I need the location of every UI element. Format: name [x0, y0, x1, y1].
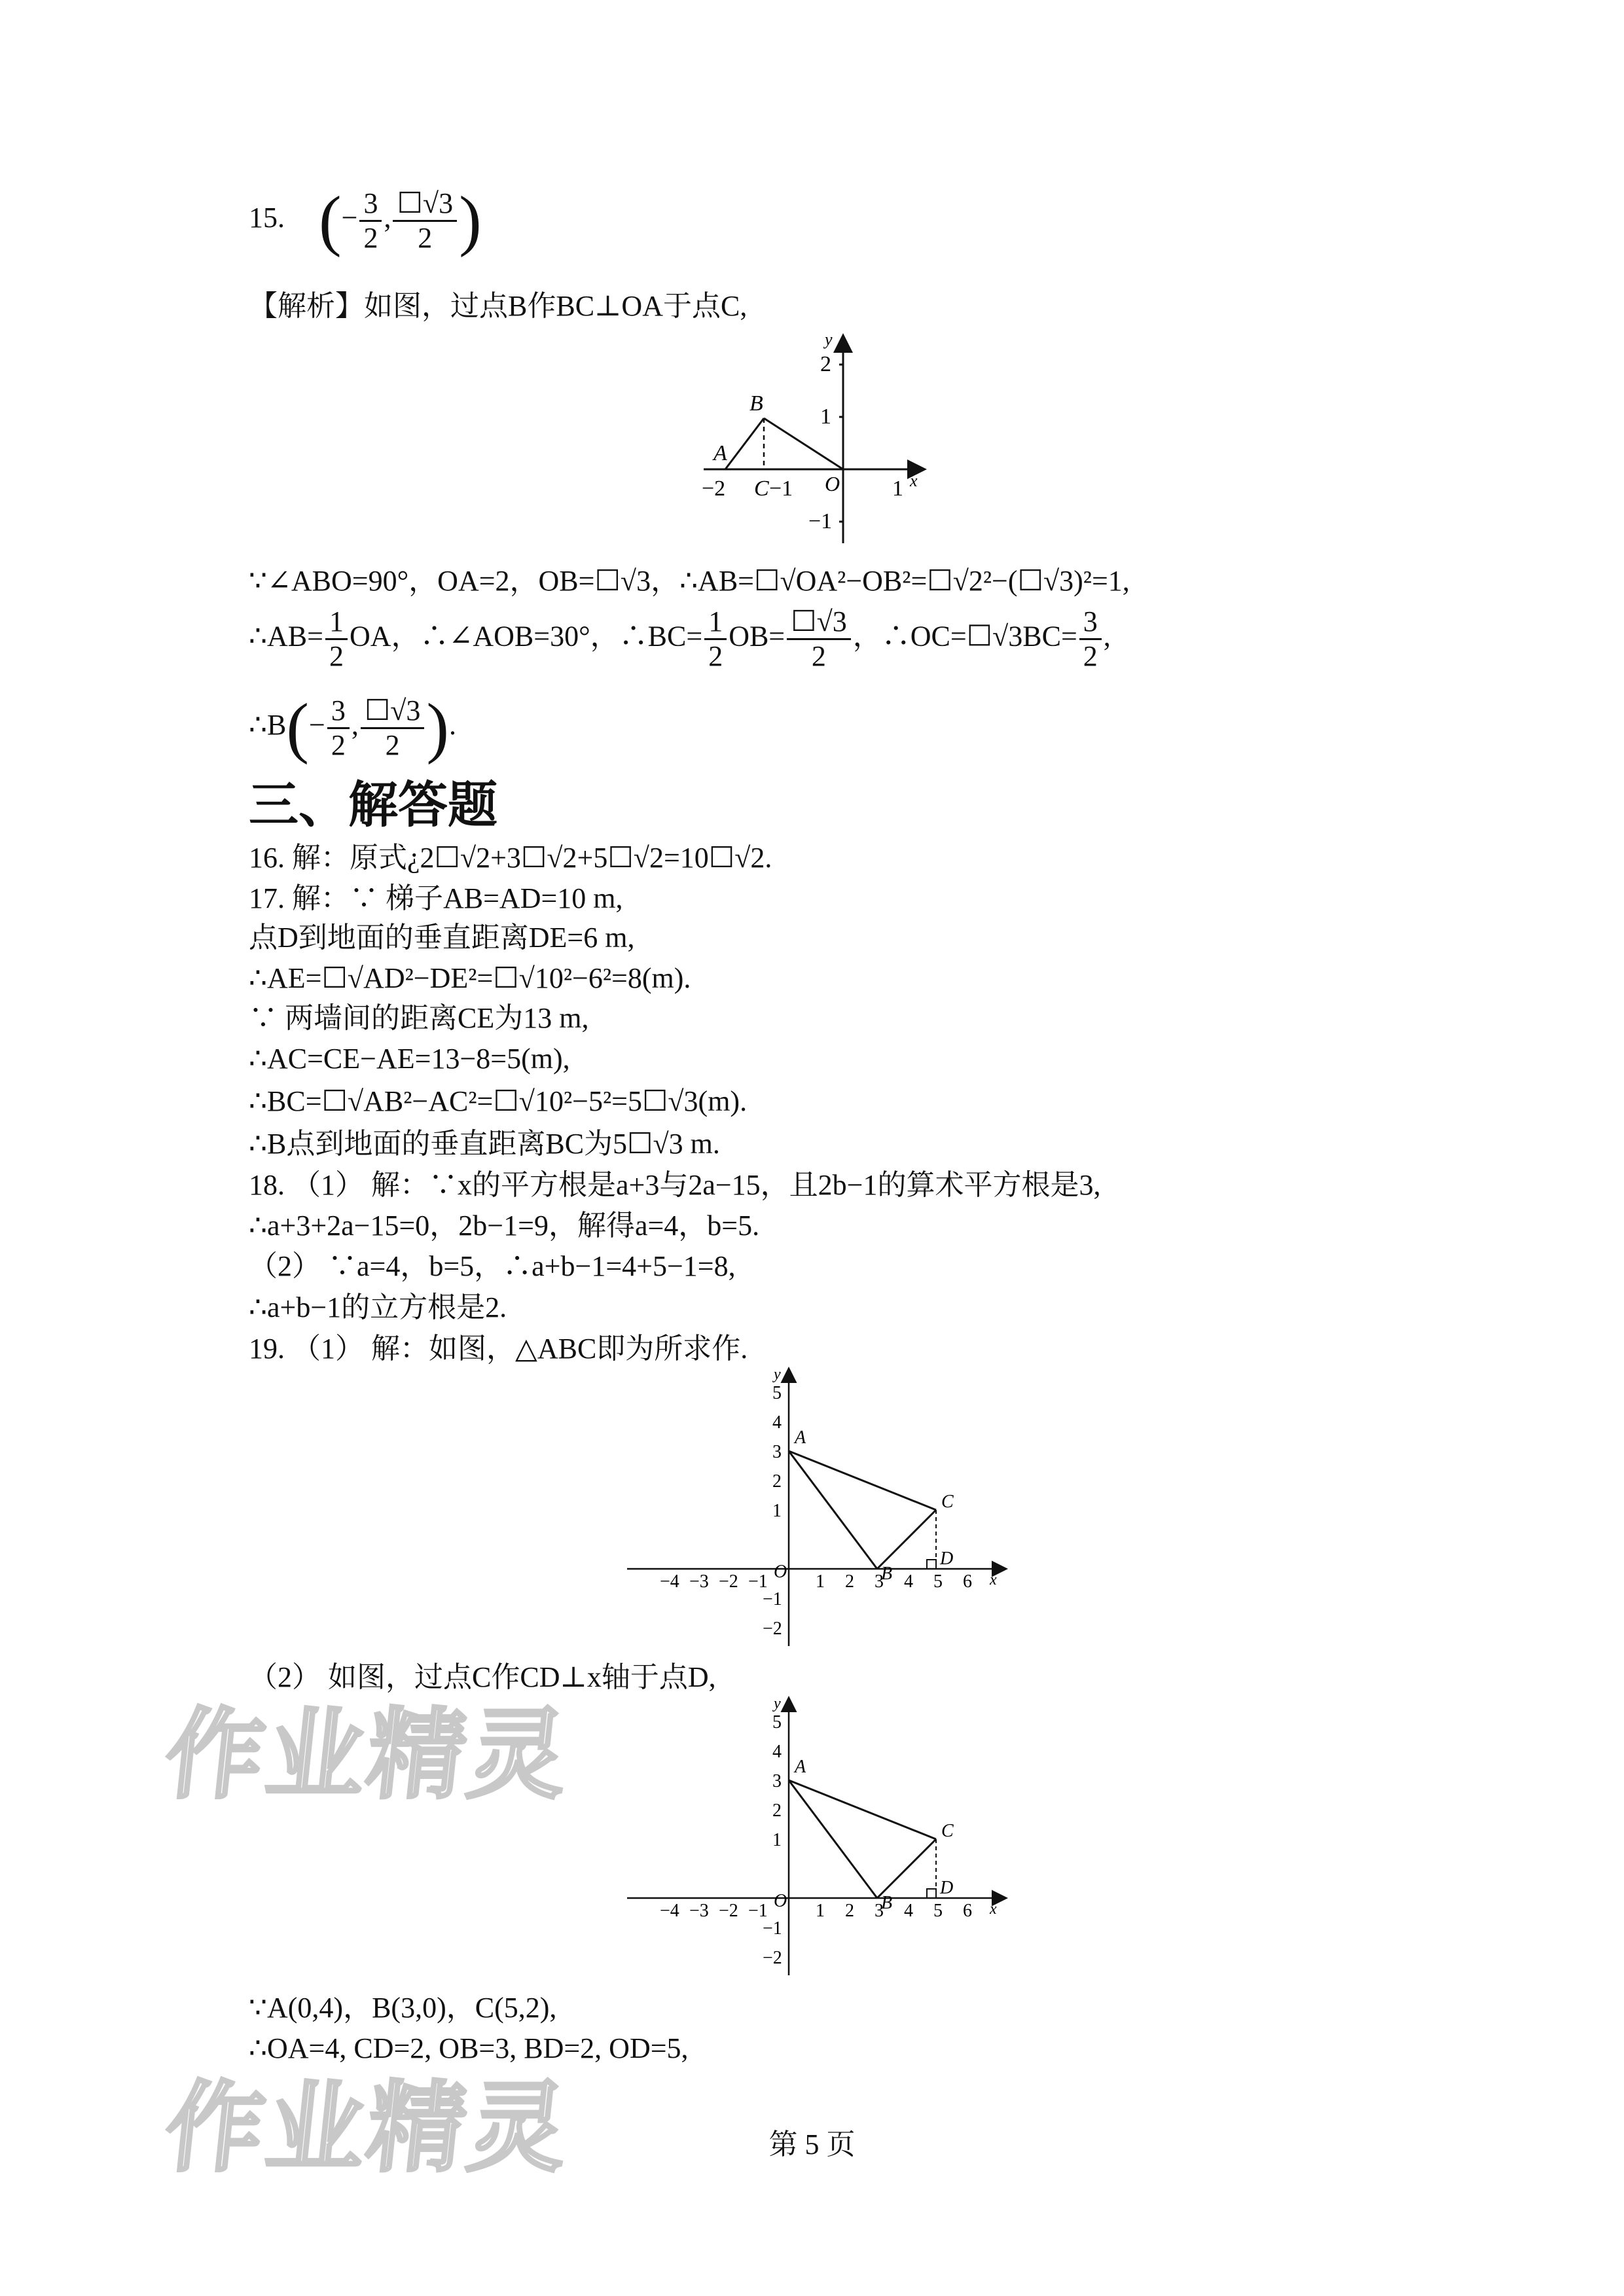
svg-text:−1: −1: [769, 476, 793, 501]
q18-line4: ∴a+b−1的立方根是2.: [249, 1291, 507, 1323]
svg-text:1: 1: [892, 476, 903, 501]
q17-line3: ∴AE=☐√AD²−DE²=☐√10²−6²=8(m).: [249, 962, 691, 994]
svg-text:5: 5: [933, 1901, 943, 1921]
q15-analysis: 【解析】如图，过点B作BC⊥OA于点C,: [249, 290, 748, 322]
svg-text:1: 1: [816, 1571, 825, 1592]
svg-text:x: x: [990, 1571, 997, 1588]
svg-text:3: 3: [875, 1571, 884, 1592]
svg-text:−1: −1: [748, 1571, 768, 1592]
svg-text:5: 5: [772, 1383, 782, 1403]
svg-text:−2: −2: [763, 1619, 782, 1639]
svg-text:1: 1: [772, 1830, 782, 1850]
q15-answer: 15. (− $\frac{3}{2}$ , $\frac{☐√3}{2}$ ): [249, 183, 482, 258]
svg-text:5: 5: [772, 1712, 782, 1732]
q18-line2: ∴a+3+2a−15=0，2b−1=9，解得a=4，b=5.: [249, 1210, 760, 1242]
svg-text:C: C: [941, 1492, 954, 1512]
svg-text:−2: −2: [719, 1901, 738, 1921]
q15-label: 15.: [249, 202, 285, 234]
svg-text:B: B: [881, 1564, 893, 1584]
svg-text:−2: −2: [702, 476, 726, 501]
svg-text:−3: −3: [689, 1571, 709, 1592]
svg-text:A: A: [795, 1757, 806, 1777]
q17-line7: ∴B点到地面的垂直距离BC为5☐√3 m.: [249, 1128, 720, 1160]
svg-text:1: 1: [772, 1501, 782, 1521]
svg-text:−1: −1: [763, 1918, 782, 1939]
q19-line3: ∵A(0,4)，B(3,0)，C(5,2),: [249, 1992, 557, 2024]
fraction-x: $\frac{3}{2}$: [359, 187, 382, 255]
q17-line2: 点D到地面的垂直距离DE=6 m,: [249, 922, 635, 954]
svg-text:3: 3: [772, 1771, 782, 1791]
svg-text:y: y: [774, 1366, 781, 1383]
svg-text:B: B: [749, 391, 763, 416]
svg-text:−2: −2: [763, 1948, 782, 1968]
q17-line6: ∴BC=☐√AB²−AC²=☐√10²−5²=5☐√3(m).: [249, 1085, 748, 1117]
coordinate-grid-1: [622, 1365, 1015, 1653]
svg-text:3: 3: [875, 1901, 884, 1921]
svg-text:−4: −4: [660, 1901, 679, 1921]
q16: 16. 解：原式¿2☐√2+3☐√2+5☐√2=10☐√2.: [249, 842, 772, 874]
svg-text:A: A: [713, 441, 727, 465]
svg-text:5: 5: [933, 1571, 943, 1592]
svg-text:1: 1: [820, 404, 831, 429]
watermark-2: 作业精灵: [160, 2072, 575, 2185]
svg-text:−1: −1: [808, 509, 833, 533]
svg-text:−2: −2: [719, 1571, 738, 1592]
svg-text:O: O: [774, 1891, 787, 1911]
watermark-1: 作业精灵: [160, 1698, 575, 1812]
svg-text:2: 2: [772, 1801, 782, 1821]
svg-text:O: O: [774, 1562, 787, 1582]
diagram-1: [694, 331, 929, 550]
q19-part2: （2） 如图，过点C作CD⊥x轴于点D,: [249, 1661, 716, 1693]
coordinate-grid-2: [622, 1694, 1015, 1982]
svg-text:x: x: [910, 471, 918, 490]
svg-text:A: A: [795, 1427, 806, 1448]
svg-text:−1: −1: [763, 1589, 782, 1609]
segment-AB: [725, 418, 764, 469]
q18-line3: （2） ∵a=4，b=5，∴a+b−1=4+5−1=8,: [249, 1250, 736, 1282]
q19-line4: ∴OA=4, CD=2, OB=3, BD=2, OD=5,: [249, 2032, 689, 2064]
svg-text:4: 4: [904, 1901, 913, 1921]
left-paren: (: [319, 183, 342, 258]
svg-text:x: x: [990, 1901, 997, 1918]
svg-text:2: 2: [845, 1901, 854, 1921]
svg-text:2: 2: [820, 352, 831, 376]
svg-text:−3: −3: [689, 1901, 709, 1921]
q15-line3: ∴B(− $\frac{3}{2}$ , $\frac{☐√3}{2}$ ).: [249, 690, 457, 765]
q17-line4: ∵ 两墙间的距离CE为13 m,: [249, 1002, 589, 1034]
svg-text:4: 4: [904, 1571, 913, 1592]
svg-text:4: 4: [772, 1742, 782, 1762]
svg-text:y: y: [774, 1695, 781, 1712]
q17-line1: 17. 解：∵ 梯子AB=AD=10 m,: [249, 882, 623, 914]
svg-text:2: 2: [845, 1571, 854, 1592]
svg-text:C: C: [941, 1821, 954, 1841]
section-heading: 三、解答题: [249, 776, 497, 834]
svg-text:−1: −1: [748, 1901, 768, 1921]
svg-text:2: 2: [772, 1471, 782, 1492]
svg-text:3: 3: [772, 1442, 782, 1462]
right-paren: ): [459, 183, 482, 258]
svg-text:−4: −4: [660, 1571, 679, 1592]
q15-line2: ∴AB= $\frac{1}{2}$ OA，∴∠AOB=30°，∴BC= $\frac{1}{2}$ OB= $\frac{☐√3}{2}$ ，∴OC=☐√3BC= $\frac{3}{2}$ ,: [249, 605, 1111, 672]
page-number: 第 5 页: [768, 2128, 856, 2161]
svg-text:4: 4: [772, 1412, 782, 1433]
q18-line1: 18. （1） 解：∵x的平方根是a+3与2a−15，且2b−1的算术平方根是3,: [249, 1169, 1101, 1201]
svg-text:O: O: [825, 472, 840, 495]
svg-text:1: 1: [816, 1901, 825, 1921]
svg-text:6: 6: [963, 1571, 972, 1592]
minus-sign: −: [341, 202, 358, 234]
svg-text:6: 6: [963, 1901, 972, 1921]
q17-line5: ∴AC=CE−AE=13−8=5(m),: [249, 1043, 570, 1075]
label-y: y: [825, 331, 833, 349]
svg-text:D: D: [940, 1549, 954, 1569]
svg-text:B: B: [881, 1893, 893, 1913]
q19-part1: 19. （1） 解：如图，△ABC即为所求作.: [249, 1333, 748, 1365]
svg-text:D: D: [940, 1878, 954, 1898]
svg-text:C: C: [754, 476, 769, 501]
q15-line1: ∵∠ABO=90°，OA=2，OB=☐√3，∴AB=☐√OA²−OB²=☐√2²−(☐√3)²=1,: [249, 565, 1130, 597]
fraction-y: $\frac{☐√3}{2}$: [393, 187, 457, 255]
